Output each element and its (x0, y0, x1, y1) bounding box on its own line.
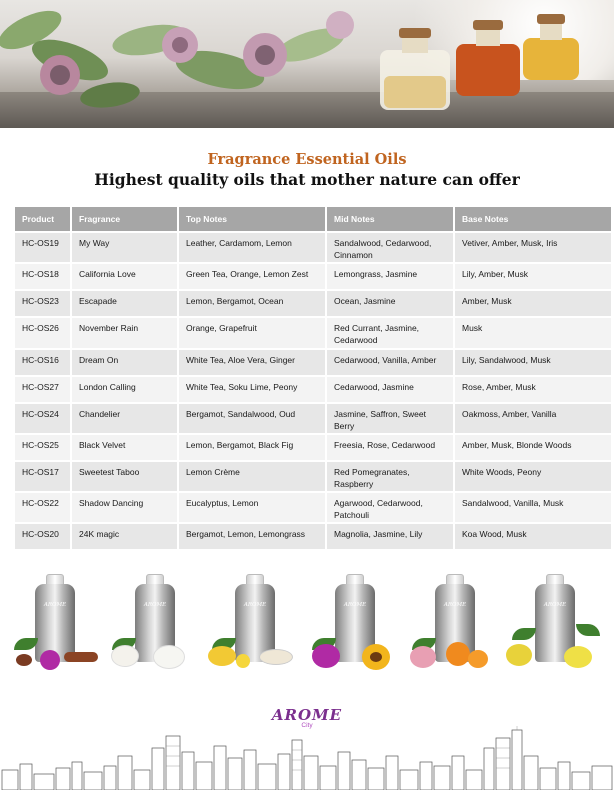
table-row (15, 349, 611, 376)
cell-product: HC-OS16 (15, 349, 71, 376)
cell-mid-notes: Jasmine, Saffron, Sweet Berry (326, 403, 454, 434)
table-row (15, 376, 611, 403)
cell-top-notes: Bergamot, Lemon, Lemongrass (178, 523, 326, 549)
table-header-row (15, 207, 611, 232)
cell-base-notes: Musk (454, 317, 611, 349)
bottle-label: AROME (343, 602, 367, 608)
column-header-top-notes: Top Notes (178, 207, 326, 232)
cell-base-notes: White Woods, Peony (454, 461, 611, 492)
cell-top-notes: Green Tea, Orange, Lemon Zest (178, 263, 326, 290)
table-row (15, 492, 611, 523)
bottle-label: AROME (543, 602, 567, 608)
cell-product: HC-OS24 (15, 403, 71, 434)
cell-product: HC-OS17 (15, 461, 71, 492)
cell-top-notes: Lemon, Bergamot, Ocean (178, 290, 326, 317)
cell-fragrance: California Love (71, 263, 178, 290)
cell-mid-notes: Ocean, Jasmine (326, 290, 454, 317)
cell-mid-notes: Magnolia, Jasmine, Lily (326, 523, 454, 549)
bottle-label: AROME (143, 602, 167, 608)
cell-fragrance: Shadow Dancing (71, 492, 178, 523)
table-row (15, 434, 611, 461)
cell-product: HC-OS27 (15, 376, 71, 403)
cell-mid-notes: Red Pomegranates, Raspberry (326, 461, 454, 492)
cell-product: HC-OS20 (15, 523, 71, 549)
cell-product: HC-OS23 (15, 290, 71, 317)
cell-fragrance: Black Velvet (71, 434, 178, 461)
cell-mid-notes: Agarwood, Cedarwood, Patchouli (326, 492, 454, 523)
cell-product: HC-OS26 (15, 317, 71, 349)
column-header-base-notes: Base Notes (454, 207, 611, 232)
cell-top-notes: Eucalyptus, Lemon (178, 492, 326, 523)
table-row (15, 317, 611, 349)
product-bottles-strip (0, 572, 614, 677)
cell-mid-notes: Sandalwood, Cedarwood, Cinnamon (326, 232, 454, 263)
column-header-mid-notes: Mid Notes (326, 207, 454, 232)
cell-mid-notes: Red Currant, Jasmine, Cedarwood (326, 317, 454, 349)
table-row (15, 461, 611, 492)
cell-base-notes: Rose, Amber, Musk (454, 376, 611, 403)
cell-base-notes: Lily, Sandalwood, Musk (454, 349, 611, 376)
bottle-label: AROME (443, 602, 467, 608)
cell-top-notes: White Tea, Aloe Vera, Ginger (178, 349, 326, 376)
cell-top-notes: Bergamot, Sandalwood, Oud (178, 403, 326, 434)
cell-top-notes: Lemon Crème (178, 461, 326, 492)
page-title: Fragrance Essential Oils (207, 151, 407, 168)
hero-banner-image (0, 0, 614, 128)
table-row (15, 290, 611, 317)
column-header-product: Product (15, 207, 71, 232)
cell-mid-notes: Freesia, Rose, Cedarwood (326, 434, 454, 461)
brand-logo-subtext: City (301, 722, 313, 729)
cell-fragrance: Sweetest Taboo (71, 461, 178, 492)
bottle-with-lime-image (506, 572, 604, 677)
cell-fragrance: Dream On (71, 349, 178, 376)
cell-base-notes: Koa Wood, Musk (454, 523, 611, 549)
city-skyline-illustration (0, 726, 614, 790)
cell-fragrance: Escapade (71, 290, 178, 317)
cell-fragrance: London Calling (71, 376, 178, 403)
table-row (15, 523, 611, 549)
cell-fragrance: My Way (71, 232, 178, 263)
page-subtitle: Highest quality oils that mother nature can offer (94, 170, 520, 189)
cell-mid-notes: Lemongrass, Jasmine (326, 263, 454, 290)
table-row (15, 232, 611, 263)
cell-base-notes: Lily, Amber, Musk (454, 263, 611, 290)
cell-product: HC-OS25 (15, 434, 71, 461)
cell-top-notes: Orange, Grapefruit (178, 317, 326, 349)
bottle-with-rose-and-orange-image (406, 572, 504, 677)
cell-fragrance: 24K magic (71, 523, 178, 549)
bottle-label: AROME (43, 602, 67, 608)
oils-table (15, 207, 611, 549)
cell-base-notes: Sandalwood, Vanilla, Musk (454, 492, 611, 523)
cell-product: HC-OS18 (15, 263, 71, 290)
hero-flowers-and-bottles (0, 0, 614, 128)
cell-base-notes: Vetiver, Amber, Musk, Iris (454, 232, 611, 263)
bottle-with-white-flowers-image (106, 572, 204, 677)
cell-top-notes: Leather, Cardamom, Lemon (178, 232, 326, 263)
cell-base-notes: Oakmoss, Amber, Vanilla (454, 403, 611, 434)
column-header-fragrance: Fragrance (71, 207, 178, 232)
cell-product: HC-OS22 (15, 492, 71, 523)
cell-base-notes: Amber, Musk, Blonde Woods (454, 434, 611, 461)
cell-product: HC-OS19 (15, 232, 71, 263)
cell-fragrance: November Rain (71, 317, 178, 349)
cell-mid-notes: Cedarwood, Vanilla, Amber (326, 349, 454, 376)
cell-base-notes: Amber, Musk (454, 290, 611, 317)
bottle-with-lemon-image (206, 572, 304, 677)
cell-top-notes: White Tea, Soku Lime, Peony (178, 376, 326, 403)
cell-top-notes: Lemon, Bergamot, Black Fig (178, 434, 326, 461)
brand-logo-text: AROME (271, 706, 343, 724)
table-row (15, 403, 611, 434)
bottle-with-sunflower-image (306, 572, 404, 677)
cell-mid-notes: Cedarwood, Jasmine (326, 376, 454, 403)
bottle-with-cinnamon-image (6, 572, 104, 677)
cell-fragrance: Chandelier (71, 403, 178, 434)
bottle-label: AROME (243, 602, 267, 608)
table-row (15, 263, 611, 290)
